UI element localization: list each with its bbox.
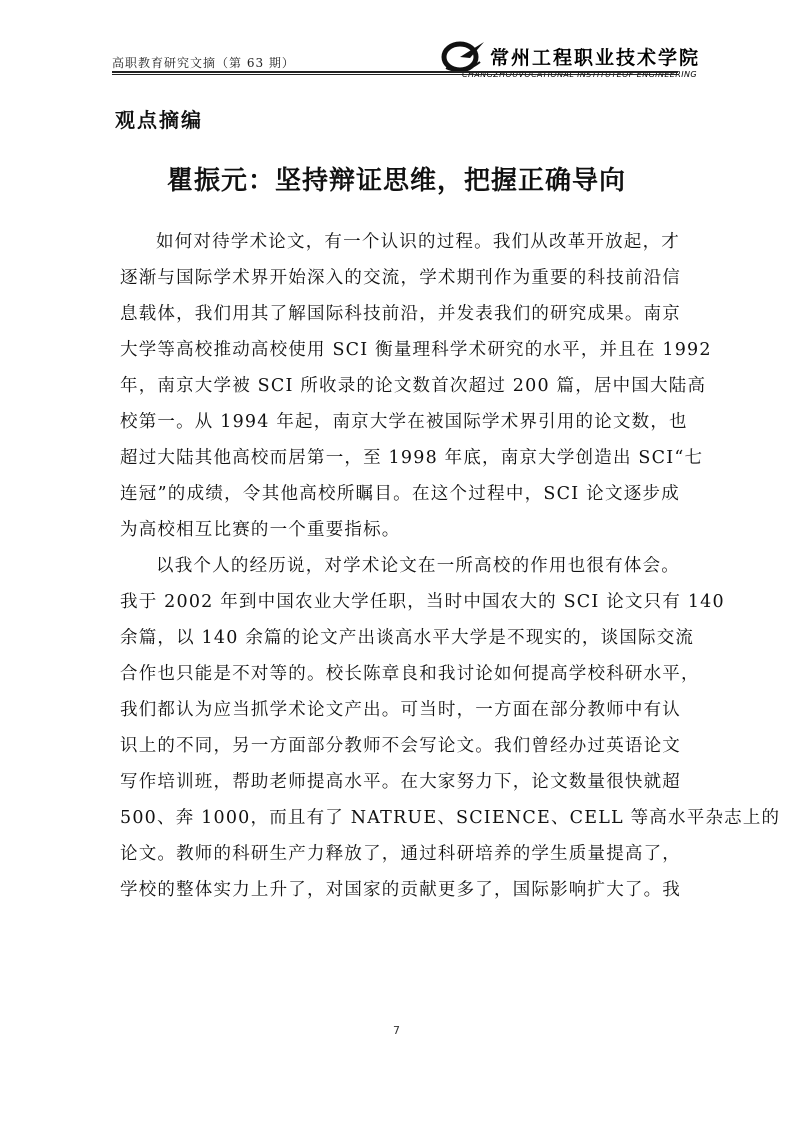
institute-name: 常州工程职业技术学院 (490, 47, 701, 69)
section-label: 观点摘编 (115, 108, 203, 132)
text-line: 校第一。从 1994 年起，南京大学在被国际学术界引用的论文数，也 (120, 412, 688, 432)
text-line: 为高校相互比赛的一个重要指标。 (120, 520, 401, 540)
text-line: 大学等高校推动高校使用 SCI 衡量理科学术研究的水平，并且在 1992 (120, 340, 712, 360)
page-number: 7 (393, 1024, 400, 1037)
text-line: 我于 2002 年到中国农业大学任职，当时中国农大的 SCI 论文只有 140 (120, 592, 725, 612)
text-line: 我们都认为应当抓学术论文产出。可当时，一方面在部分教师中有认 (120, 700, 681, 720)
text-line: 如何对待学术论文，有一个认识的过程。我们从改革开放起，才 (156, 232, 680, 252)
article-body (120, 224, 781, 908)
text-line: 连冠”的成绩，令其他高校所瞩目。在这个过程中，SCI 论文逐步成 (120, 484, 680, 504)
institute-logo-icon (440, 38, 486, 74)
text-line: 学校的整体实力上升了，对国家的贡献更多了，国际影响扩大了。我 (120, 880, 681, 900)
journal-issue-title: 高职教育研究文摘（第 63 期） (112, 56, 295, 70)
paragraph (120, 548, 781, 908)
header-divider-thin (112, 74, 678, 75)
institute-name-english: CHANGZHOUVOCATIONAL INSTITUTEOF ENGINEERING (462, 70, 697, 79)
paragraph (120, 224, 712, 548)
text-line: 息载体，我们用其了解国际科技前沿，并发表我们的研究成果。南京 (120, 304, 681, 324)
text-line: 500、奔 1000，而且有了 NATRUE、SCIENCE、CELL 等高水平杂志上的 (120, 808, 781, 828)
article-title: 瞿振元：坚持辩证思维，把握正确导向 (166, 166, 626, 196)
text-line: 以我个人的经历说，对学术论文在一所高校的作用也很有体会。 (156, 556, 680, 576)
text-line: 逐渐与国际学术界开始深入的交流，学术期刊作为重要的科技前沿信 (120, 268, 681, 288)
text-line: 年，南京大学被 SCI 所收录的论文数首次超过 200 篇，居中国大陆高 (120, 376, 707, 396)
text-line: 超过大陆其他高校而居第一，至 1998 年底，南京大学创造出 SCI“七 (120, 448, 704, 468)
text-line: 余篇，以 140 余篇的论文产出谈高水平大学是不现实的，谈国际交流 (120, 628, 695, 648)
header-divider (112, 71, 678, 73)
text-line: 写作培训班，帮助老师提高水平。在大家努力下，论文数量很快就超 (120, 772, 681, 792)
text-line: 论文。教师的科研生产力释放了，通过科研培养的学生质量提高了， (120, 844, 681, 864)
text-line: 识上的不同，另一方面部分教师不会写论文。我们曾经办过英语论文 (120, 736, 681, 756)
text-line: 合作也只能是不对等的。校长陈章良和我讨论如何提高学校科研水平， (120, 664, 700, 684)
